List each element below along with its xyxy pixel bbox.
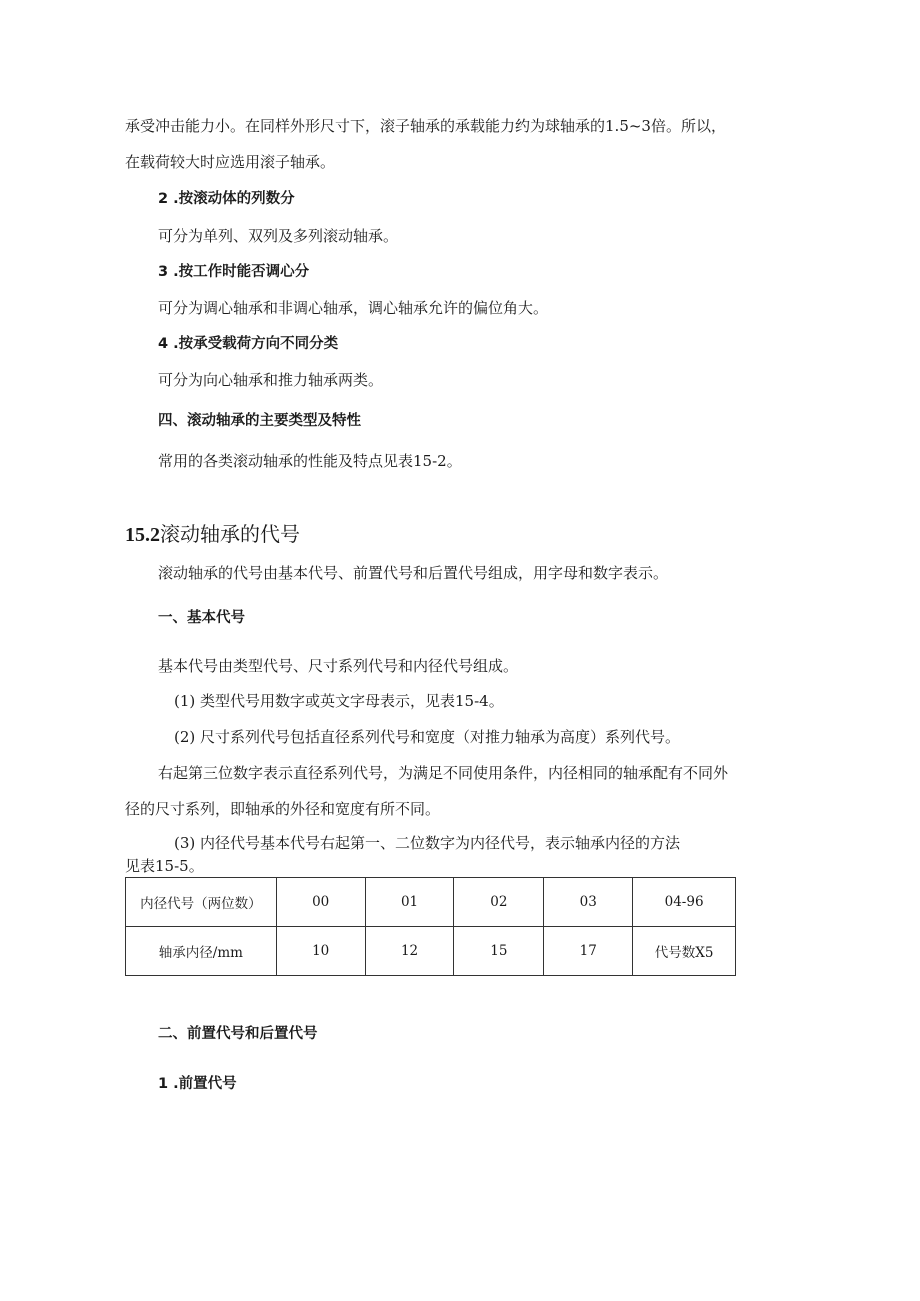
paragraph: 常用的各类滚动轴承的性能及特点见表15-2。 bbox=[158, 452, 462, 470]
table-cell: 15 bbox=[454, 927, 544, 976]
subheading-3: 3 .按工作时能否调心分 bbox=[158, 264, 310, 280]
table-cell: 03 bbox=[544, 878, 633, 927]
table-cell: 01 bbox=[365, 878, 454, 927]
table-cell: 代号数X5 bbox=[633, 927, 736, 976]
table-cell: 17 bbox=[544, 927, 633, 976]
paragraph-line: (3) 内径代号基本代号右起第一、二位数字为内径代号，表示轴承内径的方法 bbox=[174, 834, 681, 852]
paragraph-line: 右起第三位数字表示直径系列代号，为满足不同使用条件，内径相同的轴承配有不同外 bbox=[158, 764, 729, 782]
subheading-4: 4 .按承受载荷方向不同分类 bbox=[158, 336, 339, 352]
section-title bbox=[125, 520, 300, 549]
paragraph: 可分为调心轴承和非调心轴承，调心轴承允许的偏位角大。 bbox=[158, 299, 549, 317]
paragraph: 可分为单列、双列及多列滚动轴承。 bbox=[158, 227, 399, 245]
paragraph-line: 径的尺寸系列，即轴承的外径和宽度有所不同。 bbox=[125, 800, 441, 818]
inner-diameter-code-table bbox=[125, 877, 736, 976]
paragraph-line: 在载荷较大时应选用滚子轴承。 bbox=[125, 153, 336, 171]
table-cell: 12 bbox=[365, 927, 454, 976]
table-cell: 02 bbox=[454, 878, 544, 927]
paragraph: 基本代号由类型代号、尺寸系列代号和内径代号组成。 bbox=[158, 657, 519, 675]
table-cell: 10 bbox=[276, 927, 365, 976]
paragraph-line: 见表15-5。 bbox=[125, 857, 204, 875]
subheading-2: 2 .按滚动体的列数分 bbox=[158, 191, 295, 207]
subheading-prefix-code: 1 .前置代号 bbox=[158, 1076, 237, 1092]
paragraph-line: 承受冲击能力小。在同样外形尺寸下，滚子轴承的承载能力约为球轴承的1.5~3倍。所以， bbox=[125, 117, 726, 135]
heading-two: 二、前置代号和后置代号 bbox=[158, 1026, 318, 1042]
table-row bbox=[126, 927, 736, 976]
heading-one: 一、基本代号 bbox=[158, 610, 245, 626]
table-cell: 00 bbox=[276, 878, 365, 927]
paragraph: 可分为向心轴承和推力轴承两类。 bbox=[158, 371, 384, 389]
paragraph: (1) 类型代号用数字或英文字母表示，见表15-4。 bbox=[174, 692, 504, 710]
paragraph: (2) 尺寸系列代号包括直径系列代号和宽度（对推力轴承为高度）系列代号。 bbox=[174, 728, 681, 746]
section-title-text: 滚动轴承的代号 bbox=[160, 522, 300, 546]
table-row bbox=[126, 878, 736, 927]
table-cell: 内径代号（两位数） bbox=[126, 878, 277, 927]
heading-four: 四、滚动轴承的主要类型及特性 bbox=[158, 413, 361, 429]
table-cell: 轴承内径/mm bbox=[126, 927, 277, 976]
table-cell: 04-96 bbox=[633, 878, 736, 927]
paragraph: 滚动轴承的代号由基本代号、前置代号和后置代号组成，用字母和数字表示。 bbox=[158, 564, 669, 582]
section-number: 15.2 bbox=[125, 524, 160, 546]
